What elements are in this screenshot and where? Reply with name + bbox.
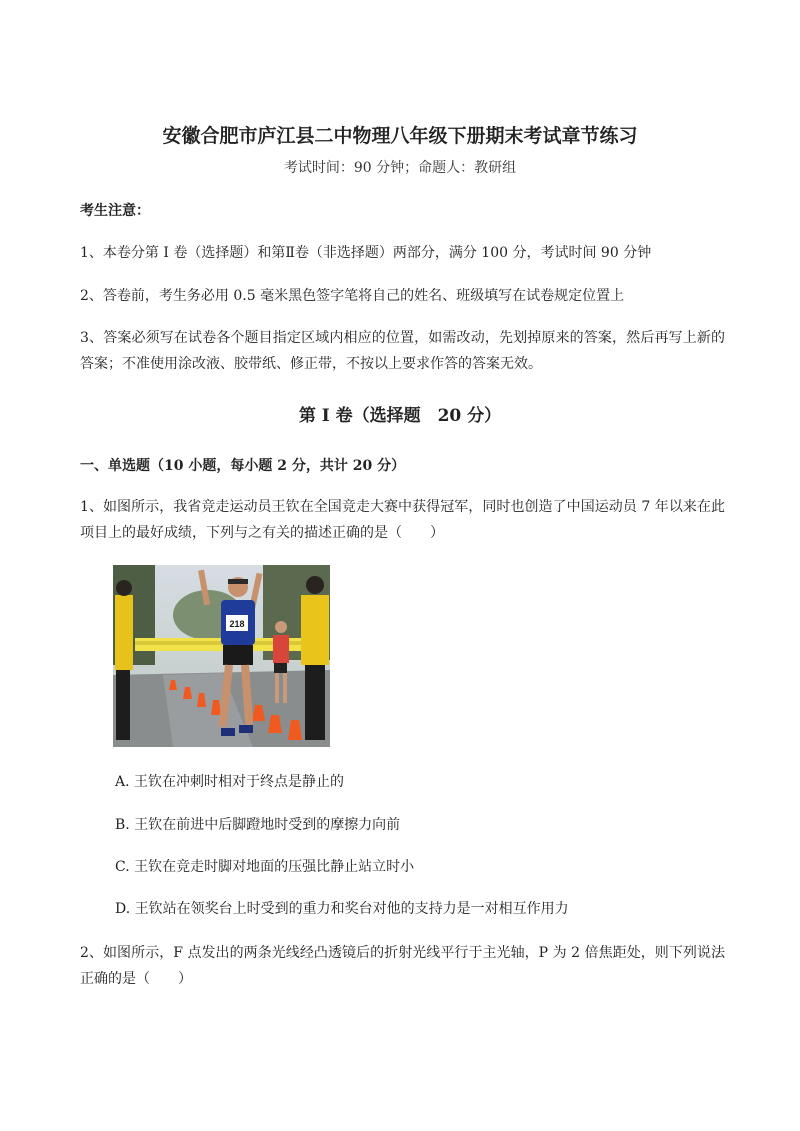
option-a: A. 王钦在冲刺时相对于终点是静止的 (115, 774, 345, 790)
exam-info: 考试时间：90 分钟；命题人：教研组 (283, 160, 517, 176)
question-text: 1、如图所示，我省竞走运动员王钦在全国竞走大赛中获得冠军，同时也创造了中国运动员 7 年以来在此项目上的最好成绩，下列与之有关的描述正确的是（ ） (80, 499, 725, 541)
notice-heading: 考生注意： (80, 203, 150, 219)
notice-item: 1、本卷分第 I 卷（选择题）和第Ⅱ卷（非选择题）两部分，满分 100 分，考试时间 90 分钟 (80, 245, 652, 261)
section-title: 第 I 卷（选择题 20 分） (298, 406, 502, 426)
option-c: C. 王钦在竞走时脚对地面的压强比静止站立时小 (115, 859, 415, 875)
option-d: D. 王钦站在领奖台上时受到的重力和奖台对他的支持力是一对相互作用力 (115, 901, 569, 917)
bib-number: 218 (229, 619, 245, 629)
part-heading: 一、单选题（10 小题，每小题 2 分，共计 20 分） (80, 458, 406, 474)
option-b: B. 王钦在前进中后脚蹬地时受到的摩擦力向前 (115, 817, 401, 833)
notice-item: 3、答案必须写在试卷各个题目指定区域内相应的位置，如需改动，先划掉原来的答案，然后再写上新的答案；不准使用涂改液、胶带纸、修正带，不按以上要求作答的答案无效。 (80, 330, 725, 372)
question-text: 2、如图所示，F 点发出的两条光线经凸透镜后的折射光线平行于主光轴，P 为 2 倍焦距处，则下列说法正确的是（ ） (80, 945, 725, 987)
notice-item: 2、答卷前，考生务必用 0.5 毫米黑色签字笔将自己的姓名、班级填写在试卷规定位置上 (80, 288, 625, 304)
page-title: 安徽合肥市庐江县二中物理八年级下册期末考试章节练习 (162, 125, 638, 147)
race-walker-photo (113, 565, 330, 747)
